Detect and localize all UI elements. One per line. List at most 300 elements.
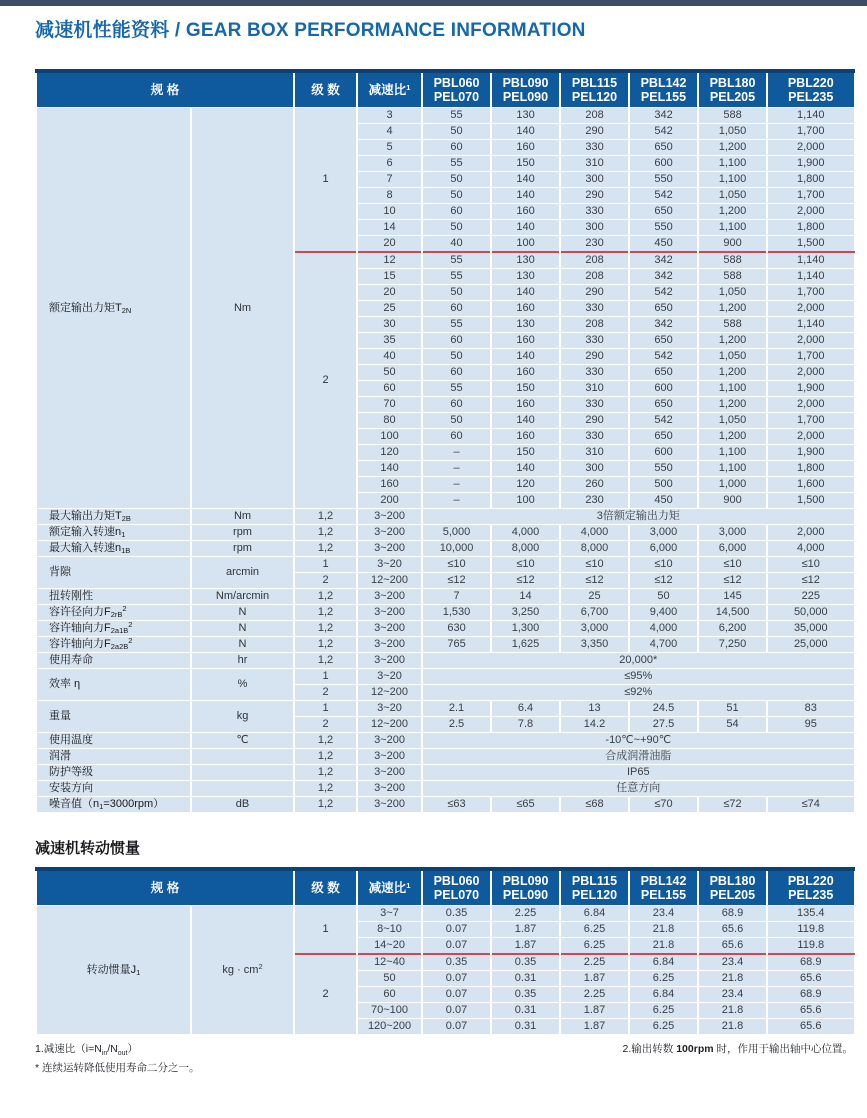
table-cell: 550 [629, 172, 698, 188]
table-cell: 330 [560, 333, 629, 349]
table-cell: 120 [357, 445, 422, 461]
table-cell: 合成润滑油脂 [422, 749, 854, 765]
col-spec: 规 格 [36, 71, 294, 108]
table-cell: 1.87 [491, 922, 560, 938]
table-cell: ≤95% [422, 669, 854, 685]
table-cell: IP65 [422, 765, 854, 781]
table-cell: 342 [629, 269, 698, 285]
table-cell: 3,250 [491, 605, 560, 621]
row-label-protection-class: 防护等级 [36, 765, 191, 781]
table-cell: 3~200 [357, 509, 422, 525]
table-cell: 50 [357, 365, 422, 381]
table-cell [191, 781, 294, 797]
table-cell: 21.8 [629, 922, 698, 938]
table-cell: 35 [357, 333, 422, 349]
table-cell: 20 [357, 236, 422, 253]
table-cell: 3~200 [357, 781, 422, 797]
table-cell: 12 [357, 252, 422, 269]
table-cell: 4,000 [491, 525, 560, 541]
table-cell: 330 [560, 429, 629, 445]
table-cell: 100 [357, 429, 422, 445]
table-cell: 300 [560, 220, 629, 236]
table-cell: 1,900 [767, 156, 854, 172]
table-cell: 3 [357, 108, 422, 124]
row-label-max-input-speed: 最大输入转速$n_{1B}$ [36, 541, 191, 557]
table-cell: 900 [698, 493, 767, 509]
table-cell: 50 [422, 172, 491, 188]
table-cell: ≤12 [422, 573, 491, 589]
table-cell: 50 [422, 188, 491, 204]
col-model-pbl115: PBL115 PEL120 [560, 869, 629, 906]
table-cell: 1,200 [698, 140, 767, 156]
table-cell: 1,700 [767, 413, 854, 429]
col-model-pbl220: PBL220 PEL235 [767, 71, 854, 108]
table-cell: 1,800 [767, 172, 854, 188]
table-cell: 500 [629, 477, 698, 493]
table-cell: 65.6 [767, 971, 854, 987]
table-cell: 70~100 [357, 1003, 422, 1019]
table-cell: 290 [560, 285, 629, 301]
table-cell: 1,2 [294, 637, 357, 653]
footnotes-row [35, 1042, 853, 1061]
table-cell: 1,140 [767, 252, 854, 269]
table-cell: 65.6 [698, 938, 767, 955]
table-cell: 588 [698, 252, 767, 269]
table-cell: 1,200 [698, 365, 767, 381]
table-cell: 160 [357, 477, 422, 493]
col-stage: 级 数 [294, 869, 357, 906]
table-cell: 310 [560, 445, 629, 461]
table-cell: 0.35 [491, 954, 560, 971]
row-label-allowable-axial-force-1: 容许轴向力$F_{2a1B}^2$ [36, 621, 191, 637]
table-cell: 290 [560, 413, 629, 429]
table-cell: 2 [294, 573, 357, 589]
table-cell: 130 [491, 269, 560, 285]
table-cell: 50 [357, 971, 422, 987]
row-label-service-life: 使用寿命 [36, 653, 191, 669]
row-label-noise-level: 噪音值$(n_1=3000rpm)$ [36, 797, 191, 813]
table-cell: 6,700 [560, 605, 629, 621]
table-cell: 3~20 [357, 701, 422, 717]
table-cell: 1,700 [767, 349, 854, 365]
table-cell: 1,050 [698, 124, 767, 140]
table-cell: 1 [294, 669, 357, 685]
table-cell: 1,800 [767, 461, 854, 477]
table-cell: 342 [629, 317, 698, 333]
table-cell: ≤68 [560, 797, 629, 813]
table-cell: 2.25 [560, 987, 629, 1003]
table-cell: 1.87 [560, 1019, 629, 1035]
row-label-operating-temperature: 使用温度 [36, 733, 191, 749]
table-cell: 3,000 [629, 525, 698, 541]
table-cell: 208 [560, 252, 629, 269]
table-cell: 0.35 [491, 987, 560, 1003]
table-cell: 14,500 [698, 605, 767, 621]
table-cell: 1,200 [698, 301, 767, 317]
row-label-mounting-direction: 安装方向 [36, 781, 191, 797]
row-label-max-output-torque: 最大输出力矩$T_{2B}$ [36, 509, 191, 525]
table-cell: 60 [422, 429, 491, 445]
table-cell: 0.07 [422, 938, 491, 955]
table-cell: 300 [560, 172, 629, 188]
table-cell: 4 [357, 124, 422, 140]
table-cell: 3~20 [357, 669, 422, 685]
table-cell: ≤12 [767, 573, 854, 589]
table-cell: 0.31 [491, 1019, 560, 1035]
table-cell: 20 [357, 285, 422, 301]
table-cell: 130 [491, 252, 560, 269]
table-cell: 1,100 [698, 220, 767, 236]
table-cell: 55 [422, 108, 491, 124]
table-cell: 27.5 [629, 717, 698, 733]
table-cell: 60 [357, 381, 422, 397]
table-cell: 21.8 [698, 1019, 767, 1035]
table-cell: 140 [491, 172, 560, 188]
col-model-pbl060: PBL060 PEL070 [422, 869, 491, 906]
table-cell: 任意方向 [422, 781, 854, 797]
table-cell: 130 [491, 108, 560, 124]
table-cell: 25 [560, 589, 629, 605]
table-cell: 3~200 [357, 525, 422, 541]
table-cell: 208 [560, 317, 629, 333]
table-cell: 230 [560, 236, 629, 253]
table-cell: 100 [491, 493, 560, 509]
table-cell: 1,140 [767, 108, 854, 124]
table-cell: 650 [629, 204, 698, 220]
table-cell: 6.84 [629, 954, 698, 971]
table-cell: % [191, 669, 294, 701]
table-cell: 230 [560, 493, 629, 509]
table-cell: 1,2 [294, 605, 357, 621]
row-label-efficiency: 效率 η [36, 669, 191, 701]
table-cell: 0.07 [422, 971, 491, 987]
table-cell: 550 [629, 461, 698, 477]
table-cell: 1,100 [698, 445, 767, 461]
table-cell: 160 [491, 204, 560, 220]
table-cell: 588 [698, 317, 767, 333]
table-cell: 119.8 [767, 922, 854, 938]
table-cell: 1,200 [698, 333, 767, 349]
table-cell: 160 [491, 429, 560, 445]
table-cell: ≤74 [767, 797, 854, 813]
table-cell: 550 [629, 220, 698, 236]
table-cell: 12~200 [357, 573, 422, 589]
table-cell: 6 [357, 156, 422, 172]
table-cell: 24.5 [629, 701, 698, 717]
table-cell: 330 [560, 301, 629, 317]
table-cell: 0.35 [422, 906, 491, 922]
table-cell: 60 [422, 397, 491, 413]
table-cell: 650 [629, 301, 698, 317]
col-model-pbl142: PBL142 PEL155 [629, 71, 698, 108]
table-cell: 1 [294, 906, 357, 955]
table-cell: 65.6 [767, 1019, 854, 1035]
col-ratio: 减速比$^1$ [357, 869, 422, 906]
table-cell: ≤10 [491, 557, 560, 573]
table-cell: rpm [191, 525, 294, 541]
table-cell: 50 [422, 220, 491, 236]
table-cell: 8~10 [357, 922, 422, 938]
table-cell: 1 [294, 557, 357, 573]
table-cell: 290 [560, 124, 629, 140]
table-cell: 0.31 [491, 1003, 560, 1019]
table-cell: 1,050 [698, 349, 767, 365]
table-cell: ≤10 [767, 557, 854, 573]
table-cell: 1,050 [698, 188, 767, 204]
table-cell: 6.84 [629, 987, 698, 1003]
table-cell: N [191, 637, 294, 653]
table-cell: 342 [629, 252, 698, 269]
table-cell: 1,2 [294, 781, 357, 797]
table-cell: ≤12 [698, 573, 767, 589]
performance-table [35, 69, 855, 813]
table-cell: 450 [629, 236, 698, 253]
table-cell: 0.35 [422, 954, 491, 971]
table-cell: ≤63 [422, 797, 491, 813]
table-cell: 160 [491, 140, 560, 156]
table-cell: 54 [698, 717, 767, 733]
table-cell: 6.25 [560, 938, 629, 955]
table-cell: Nm/arcmin [191, 589, 294, 605]
table-cell: ≤10 [698, 557, 767, 573]
table-cell: 51 [698, 701, 767, 717]
table-cell: 3~200 [357, 749, 422, 765]
table-cell: 542 [629, 188, 698, 204]
table-cell: 9,400 [629, 605, 698, 621]
table-cell: 25,000 [767, 637, 854, 653]
row-label-allowable-radial-force: 容许径向力$F_{2rB}^2$ [36, 605, 191, 621]
table-cell: 15 [357, 269, 422, 285]
table-cell: 3~200 [357, 797, 422, 813]
table-cell: 100 [491, 236, 560, 253]
table-cell: 140 [491, 285, 560, 301]
table-cell: 3~200 [357, 621, 422, 637]
table-cell: 12~200 [357, 717, 422, 733]
table-cell: 1,600 [767, 477, 854, 493]
table-cell: ≤10 [560, 557, 629, 573]
table-cell: 60 [422, 301, 491, 317]
table-cell: 4,700 [629, 637, 698, 653]
table-cell: 1,2 [294, 509, 357, 525]
table-cell: 12~200 [357, 685, 422, 701]
table-cell: 35,000 [767, 621, 854, 637]
table-cell: 6.25 [629, 1019, 698, 1035]
table-cell: 650 [629, 365, 698, 381]
table-cell: ≤10 [422, 557, 491, 573]
table-cell: 8,000 [491, 541, 560, 557]
table-cell: 330 [560, 397, 629, 413]
table-cell: 2.25 [491, 906, 560, 922]
table-cell: 1.87 [560, 1003, 629, 1019]
table-cell: 2.1 [422, 701, 491, 717]
table-cell: 140 [491, 124, 560, 140]
table-cell: 23.4 [629, 906, 698, 922]
table-cell: 765 [422, 637, 491, 653]
table-cell: 135.4 [767, 906, 854, 922]
table-cell: 2,000 [767, 429, 854, 445]
table-cell: 1,000 [698, 477, 767, 493]
table-cell: 140 [491, 188, 560, 204]
table-cell: ≤12 [629, 573, 698, 589]
table-cell: ≤70 [629, 797, 698, 813]
table-cell: 12~40 [357, 954, 422, 971]
table-cell: 140 [491, 349, 560, 365]
table-cell: 542 [629, 349, 698, 365]
table-cell: 50,000 [767, 605, 854, 621]
table-cell: 630 [422, 621, 491, 637]
table-cell: 1,2 [294, 765, 357, 781]
row-label-allowable-axial-force-2: 容许轴向力$F_{2a2B}^2$ [36, 637, 191, 653]
table-cell: 30 [357, 317, 422, 333]
table-cell: 68.9 [767, 954, 854, 971]
table-cell: 1,530 [422, 605, 491, 621]
table-cell: dB [191, 797, 294, 813]
table-cell: 3~7 [357, 906, 422, 922]
table-cell: 650 [629, 140, 698, 156]
table-cell: 2,000 [767, 301, 854, 317]
table-cell: 6.25 [560, 922, 629, 938]
table-cell: 50 [422, 285, 491, 301]
table-cell: 65.6 [767, 1003, 854, 1019]
table-cell: 3~200 [357, 605, 422, 621]
table-cell: 160 [491, 301, 560, 317]
table-cell: 1,2 [294, 541, 357, 557]
table-cell: 1,625 [491, 637, 560, 653]
table-cell: 14 [491, 589, 560, 605]
table-cell: 1,2 [294, 797, 357, 813]
row-label-rated-input-speed: 额定输入转速$n_1$ [36, 525, 191, 541]
footnote-reduction-ratio: 1.减速比$(i=N_{in}/N_{out})$ [35, 1043, 138, 1058]
table-cell: 60 [422, 333, 491, 349]
table-cell: 1,100 [698, 156, 767, 172]
table-cell: 55 [422, 252, 491, 269]
table-cell: 600 [629, 445, 698, 461]
inertia-section-title: 减速机转动惯量 [35, 840, 141, 857]
table-cell [191, 749, 294, 765]
table-cell: 0.31 [491, 971, 560, 987]
table-cell: 3~200 [357, 733, 422, 749]
col-model-pbl090: PBL090 PEL090 [491, 869, 560, 906]
table-cell: 65.6 [698, 922, 767, 938]
table-cell: 1,2 [294, 733, 357, 749]
table-cell: 119.8 [767, 938, 854, 955]
table-cell: 14~20 [357, 938, 422, 955]
table-cell: 3~200 [357, 653, 422, 669]
table-cell: 140 [491, 461, 560, 477]
table-cell: 3~200 [357, 637, 422, 653]
table-cell: 2,000 [767, 140, 854, 156]
table-cell: 588 [698, 108, 767, 124]
table-cell: 1 [294, 108, 357, 253]
table-cell: 13 [560, 701, 629, 717]
table-cell: 10 [357, 204, 422, 220]
table-cell: 50 [422, 413, 491, 429]
table-cell: Nm [191, 108, 294, 509]
table-cell: 23.4 [698, 954, 767, 971]
table-cell: 8 [357, 188, 422, 204]
col-model-pbl090: PBL090 PEL090 [491, 71, 560, 108]
table-cell: N [191, 621, 294, 637]
table-cell: 1,140 [767, 317, 854, 333]
table-cell: 208 [560, 108, 629, 124]
table-cell: 40 [422, 236, 491, 253]
table-cell: ≤12 [491, 573, 560, 589]
table-cell: 6.25 [629, 971, 698, 987]
table-cell: 1,300 [491, 621, 560, 637]
table-cell: 10,000 [422, 541, 491, 557]
table-cell: 208 [560, 269, 629, 285]
table-cell: 14.2 [560, 717, 629, 733]
table-cell: 6,200 [698, 621, 767, 637]
row-label-rotational-inertia: 转动惯量$J_1$ [36, 906, 191, 1035]
table-cell: 5,000 [422, 525, 491, 541]
table-cell: 40 [357, 349, 422, 365]
table-cell [191, 765, 294, 781]
table-cell: 542 [629, 285, 698, 301]
table-cell: 3~20 [357, 557, 422, 573]
table-cell: 1,900 [767, 445, 854, 461]
col-model-pbl220: PBL220 PEL235 [767, 869, 854, 906]
table-cell: 0.07 [422, 1003, 491, 1019]
table-cell: 342 [629, 108, 698, 124]
table-cell: 6.25 [629, 1003, 698, 1019]
table-cell: 5 [357, 140, 422, 156]
table-cell: 1,700 [767, 124, 854, 140]
table-cell: 200 [357, 493, 422, 509]
table-cell: 23.4 [698, 987, 767, 1003]
table-cell: 450 [629, 493, 698, 509]
table-cell: 2 [294, 685, 357, 701]
table-cell: 1,140 [767, 269, 854, 285]
table-cell: 2.5 [422, 717, 491, 733]
table-cell: 2 [294, 717, 357, 733]
table-cell: 1,200 [698, 204, 767, 220]
table-cell: 6.4 [491, 701, 560, 717]
table-cell: 2,000 [767, 525, 854, 541]
table-cell: 140 [491, 413, 560, 429]
table-cell: 20,000* [422, 653, 854, 669]
table-cell: 6,000 [629, 541, 698, 557]
table-cell: 21.8 [698, 1003, 767, 1019]
table-cell: 7.8 [491, 717, 560, 733]
col-model-pbl060: PBL060 PEL070 [422, 71, 491, 108]
table-cell: – [422, 461, 491, 477]
table-cell: 50 [629, 589, 698, 605]
col-model-pbl115: PBL115 PEL120 [560, 71, 629, 108]
table-cell: 55 [422, 156, 491, 172]
table-cell: ≤10 [629, 557, 698, 573]
table-cell: 68.9 [767, 987, 854, 1003]
table-cell: 21.8 [698, 971, 767, 987]
table-cell: 3~200 [357, 541, 422, 557]
table-cell: 0.07 [422, 987, 491, 1003]
table-cell: 60 [422, 365, 491, 381]
table-cell: 21.8 [629, 938, 698, 955]
footnote-output-speed: 2.输出转数 100rpm 时，作用于输出轴中心位置。 [622, 1043, 853, 1055]
table-cell: 25 [357, 301, 422, 317]
table-cell: 4,000 [629, 621, 698, 637]
table-cell: 150 [491, 445, 560, 461]
table-cell: 120~200 [357, 1019, 422, 1035]
table-cell: 3,000 [698, 525, 767, 541]
col-ratio: 减速比$^1$ [357, 71, 422, 108]
row-label-backlash: 背隙 [36, 557, 191, 589]
table-cell: 1,500 [767, 236, 854, 253]
col-model-pbl142: PBL142 PEL155 [629, 869, 698, 906]
table-cell: 2 [294, 954, 357, 1035]
col-model-pbl180: PBL180 PEL205 [698, 869, 767, 906]
col-model-pbl180: PBL180 PEL205 [698, 71, 767, 108]
